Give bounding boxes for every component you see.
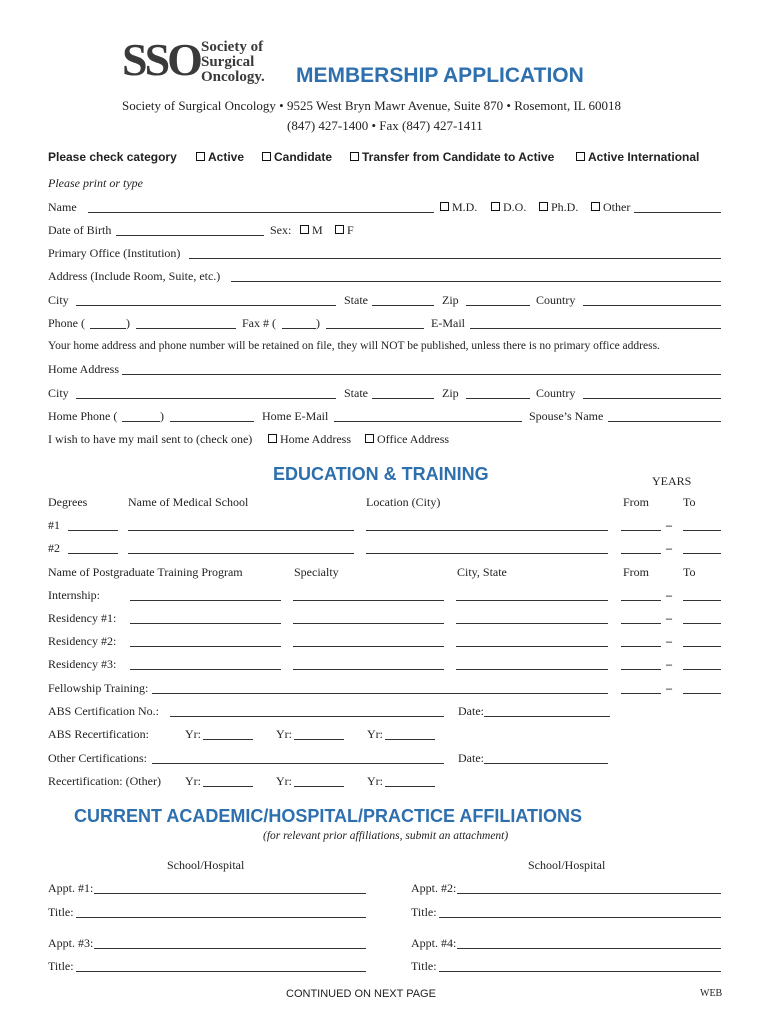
city-label: City bbox=[48, 293, 69, 307]
logo-mark: SSO bbox=[122, 34, 200, 85]
mail-pref-label: I wish to have my mail sent to (check one) bbox=[48, 432, 253, 446]
program-field[interactable] bbox=[130, 646, 281, 647]
logo-line2: Surgical bbox=[201, 54, 255, 70]
home-zip-field[interactable] bbox=[466, 398, 530, 399]
category-candidate[interactable] bbox=[262, 150, 332, 164]
name-label: Name bbox=[48, 200, 77, 214]
email-label: E-Mail bbox=[431, 316, 465, 330]
location-col: Location (City) bbox=[366, 495, 441, 509]
address-field[interactable] bbox=[231, 281, 721, 282]
checkbox-icon[interactable] bbox=[576, 152, 585, 161]
specialty-field[interactable] bbox=[293, 623, 444, 624]
to-field[interactable] bbox=[683, 693, 721, 694]
dash: – bbox=[666, 588, 672, 602]
mail-home[interactable] bbox=[268, 432, 351, 447]
title2-label: Title: bbox=[411, 905, 437, 919]
dash: – bbox=[666, 681, 672, 695]
degree-row-1: #1 bbox=[48, 518, 60, 532]
address-label: Address (Include Room, Suite, etc.) bbox=[48, 269, 221, 283]
org-phone: (847) 427-1400 • Fax (847) 427-1411 bbox=[287, 118, 483, 133]
degree-phd[interactable] bbox=[539, 200, 578, 215]
continued-note: CONTINUED ON NEXT PAGE bbox=[286, 988, 436, 1000]
years-label: YEARS bbox=[652, 474, 692, 488]
fax-close-paren: ) bbox=[316, 316, 320, 330]
degree-label: Other bbox=[603, 200, 631, 214]
education-heading: EDUCATION & TRAINING bbox=[273, 464, 489, 484]
checkbox-icon[interactable] bbox=[350, 152, 359, 161]
degree-md[interactable] bbox=[440, 200, 477, 215]
citystate-col: City, State bbox=[457, 565, 507, 579]
logo-line3: Oncology. bbox=[201, 69, 265, 85]
degree-field[interactable] bbox=[68, 553, 118, 554]
sex-f[interactable] bbox=[335, 223, 354, 238]
fax-label: Fax # ( bbox=[242, 316, 276, 330]
degree-label: D.O. bbox=[503, 200, 527, 214]
title4-label: Title: bbox=[411, 959, 437, 973]
page-title: MEMBERSHIP APPLICATION bbox=[296, 64, 584, 87]
program-field[interactable] bbox=[130, 600, 281, 601]
from-field[interactable] bbox=[621, 693, 661, 694]
org-address: Society of Surgical Oncology • 9525 West Bryn Mawr Avenue, Suite 870 • Rosemont, IL 60018 bbox=[122, 98, 621, 113]
abs-recert-label: ABS Recertification: bbox=[48, 727, 149, 741]
dash: – bbox=[666, 541, 672, 555]
yr-field[interactable] bbox=[203, 786, 253, 787]
yr-field[interactable] bbox=[294, 786, 344, 787]
location-field[interactable] bbox=[366, 530, 608, 531]
school-field[interactable] bbox=[128, 553, 354, 554]
dash: – bbox=[666, 518, 672, 532]
home-country-label: Country bbox=[536, 386, 576, 400]
specialty-field[interactable] bbox=[293, 646, 444, 647]
specialty-field[interactable] bbox=[293, 600, 444, 601]
phone-close-paren: ) bbox=[126, 316, 130, 330]
citystate-field[interactable] bbox=[456, 623, 608, 624]
appt3-field[interactable] bbox=[94, 948, 366, 949]
title1-field[interactable] bbox=[76, 917, 366, 918]
form-code: WEB bbox=[700, 988, 723, 999]
country-label: Country bbox=[536, 293, 576, 307]
appt4-field[interactable] bbox=[457, 948, 721, 949]
home-state-label: State bbox=[344, 386, 368, 400]
country-field[interactable] bbox=[583, 305, 721, 306]
dash: – bbox=[666, 657, 672, 671]
appt1-label: Appt. #1: bbox=[48, 881, 94, 895]
home-address-label: Home Address bbox=[48, 362, 119, 376]
school-field[interactable] bbox=[128, 530, 354, 531]
sex-label-f: F bbox=[347, 223, 354, 237]
checkbox-icon[interactable] bbox=[365, 434, 374, 443]
dash: – bbox=[666, 611, 672, 625]
to-field[interactable] bbox=[683, 553, 721, 554]
degree-row-2: #2 bbox=[48, 541, 60, 555]
yr-field[interactable] bbox=[294, 739, 344, 740]
yr-label: Yr: bbox=[276, 774, 292, 788]
category-prompt: Please check category bbox=[48, 150, 177, 164]
yr-label: Yr: bbox=[367, 727, 383, 741]
email-field[interactable] bbox=[470, 328, 721, 329]
from-field[interactable] bbox=[621, 530, 661, 531]
to-field[interactable] bbox=[683, 669, 721, 670]
home-phone-area-field[interactable] bbox=[122, 421, 160, 422]
fellowship-field[interactable] bbox=[152, 693, 608, 694]
home-state-field[interactable] bbox=[372, 398, 434, 399]
dash: – bbox=[666, 634, 672, 648]
other-degree-field[interactable] bbox=[634, 212, 721, 213]
other-date-label: Date: bbox=[458, 751, 484, 765]
other-certs-label: Other Certifications: bbox=[48, 751, 147, 765]
program-field[interactable] bbox=[130, 669, 281, 670]
logo-line1: Society of bbox=[201, 39, 264, 55]
name-field[interactable] bbox=[88, 212, 434, 213]
to-field[interactable] bbox=[683, 530, 721, 531]
internship-label: Internship: bbox=[48, 588, 100, 602]
yr-field[interactable] bbox=[385, 739, 435, 740]
school-col-right: School/Hospital bbox=[528, 858, 606, 872]
med-school-col: Name of Medical School bbox=[128, 495, 249, 509]
spouse-field[interactable] bbox=[608, 421, 721, 422]
from-field[interactable] bbox=[621, 646, 661, 647]
home-zip-label: Zip bbox=[442, 386, 459, 400]
yr-label: Yr: bbox=[276, 727, 292, 741]
to-col: To bbox=[683, 495, 696, 509]
print-note: Please print or type bbox=[48, 176, 143, 190]
checkbox-icon[interactable] bbox=[591, 202, 600, 211]
abs-cert-label: ABS Certification No.: bbox=[48, 704, 159, 718]
to-field[interactable] bbox=[683, 646, 721, 647]
state-field[interactable] bbox=[372, 305, 434, 306]
from-field[interactable] bbox=[621, 600, 661, 601]
home-email-field[interactable] bbox=[334, 421, 522, 422]
primary-office-field[interactable] bbox=[189, 258, 721, 259]
location-field[interactable] bbox=[366, 553, 608, 554]
category-label: Active bbox=[208, 150, 245, 164]
from-field[interactable] bbox=[621, 669, 661, 670]
checkbox-icon[interactable] bbox=[491, 202, 500, 211]
specialty-field[interactable] bbox=[293, 669, 444, 670]
appt1-field[interactable] bbox=[94, 893, 366, 894]
primary-office-label: Primary Office (Institution) bbox=[48, 246, 181, 260]
residency1-label: Residency #1: bbox=[48, 611, 117, 625]
other-certs-field[interactable] bbox=[152, 763, 444, 764]
home-city-field[interactable] bbox=[76, 398, 336, 399]
checkbox-icon[interactable] bbox=[300, 225, 309, 234]
checkbox-icon[interactable] bbox=[268, 434, 277, 443]
category-active[interactable] bbox=[196, 150, 244, 164]
from-field[interactable] bbox=[621, 553, 661, 554]
privacy-note: Your home address and phone number will be retained on file, they will NOT be published, unless there is no primary office address. bbox=[48, 340, 660, 352]
program-col: Name of Postgraduate Training Program bbox=[48, 565, 243, 579]
checkbox-icon[interactable] bbox=[335, 225, 344, 234]
home-phone-label: Home Phone ( bbox=[48, 409, 118, 423]
city-field[interactable] bbox=[76, 305, 336, 306]
affiliations-note: (for relevant prior affiliations, submit an attachment) bbox=[263, 830, 509, 842]
appt4-label: Appt. #4: bbox=[411, 936, 457, 950]
fellowship-label: Fellowship Training: bbox=[48, 681, 149, 695]
checkbox-icon[interactable] bbox=[196, 152, 205, 161]
zip-field[interactable] bbox=[466, 305, 530, 306]
zip-label: Zip bbox=[442, 293, 459, 307]
degree-do[interactable] bbox=[491, 200, 526, 215]
sex-label-m: M bbox=[312, 223, 323, 237]
from-field[interactable] bbox=[621, 623, 661, 624]
home-phone-field[interactable] bbox=[170, 421, 254, 422]
category-transfer[interactable] bbox=[350, 150, 554, 164]
citystate-field[interactable] bbox=[456, 646, 608, 647]
specialty-col: Specialty bbox=[294, 565, 339, 579]
title3-field[interactable] bbox=[76, 971, 366, 972]
state-label: State bbox=[344, 293, 368, 307]
yr-label: Yr: bbox=[185, 774, 201, 788]
abs-date-field[interactable] bbox=[484, 716, 610, 717]
to-field[interactable] bbox=[683, 623, 721, 624]
title3-label: Title: bbox=[48, 959, 74, 973]
appt2-label: Appt. #2: bbox=[411, 881, 457, 895]
yr-field[interactable] bbox=[385, 786, 435, 787]
title4-field[interactable] bbox=[439, 971, 721, 972]
category-label: Active International bbox=[588, 150, 700, 164]
abs-cert-field[interactable] bbox=[170, 716, 444, 717]
dob-label: Date of Birth bbox=[48, 223, 112, 237]
recert-other-label: Recertification: (Other) bbox=[48, 774, 161, 788]
checkbox-icon[interactable] bbox=[539, 202, 548, 211]
sex-label: Sex: bbox=[270, 223, 292, 237]
appt3-label: Appt. #3: bbox=[48, 936, 94, 950]
fax-field[interactable] bbox=[326, 328, 424, 329]
affiliations-heading: CURRENT ACADEMIC/HOSPITAL/PRACTICE AFFILIATIONS bbox=[74, 806, 582, 826]
from-col-2: From bbox=[623, 565, 650, 579]
from-col: From bbox=[623, 495, 650, 509]
category-international[interactable] bbox=[576, 150, 699, 164]
home-email-label: Home E-Mail bbox=[262, 409, 329, 423]
checkbox-icon[interactable] bbox=[262, 152, 271, 161]
title2-field[interactable] bbox=[439, 917, 721, 918]
other-date-field[interactable] bbox=[484, 763, 608, 764]
mail-label: Home Address bbox=[280, 432, 351, 446]
checkbox-icon[interactable] bbox=[440, 202, 449, 211]
phone-field[interactable] bbox=[136, 328, 236, 329]
degree-label: Ph.D. bbox=[551, 200, 579, 214]
residency3-label: Residency #3: bbox=[48, 657, 117, 671]
home-address-field[interactable] bbox=[122, 374, 721, 375]
abs-date-label: Date: bbox=[458, 704, 484, 718]
phone-area-field[interactable] bbox=[90, 328, 126, 329]
home-country-field[interactable] bbox=[583, 398, 721, 399]
degree-other[interactable] bbox=[591, 200, 630, 215]
phone-label: Phone ( bbox=[48, 316, 85, 330]
category-label: Transfer from Candidate to Active bbox=[362, 150, 555, 164]
dob-field[interactable] bbox=[116, 235, 264, 236]
citystate-field[interactable] bbox=[456, 600, 608, 601]
home-phone-close-paren: ) bbox=[160, 409, 164, 423]
degree-field[interactable] bbox=[68, 530, 118, 531]
title1-label: Title: bbox=[48, 905, 74, 919]
to-field[interactable] bbox=[683, 600, 721, 601]
mail-label: Office Address bbox=[377, 432, 450, 446]
to-col-2: To bbox=[683, 565, 696, 579]
category-label: Candidate bbox=[274, 150, 333, 164]
sex-m[interactable] bbox=[300, 223, 323, 238]
appt2-field[interactable] bbox=[457, 893, 721, 894]
fax-area-field[interactable] bbox=[282, 328, 316, 329]
program-field[interactable] bbox=[130, 623, 281, 624]
mail-office[interactable] bbox=[365, 432, 449, 447]
yr-field[interactable] bbox=[203, 739, 253, 740]
spouse-label: Spouse’s Name bbox=[529, 409, 604, 423]
degree-label: M.D. bbox=[452, 200, 478, 214]
yr-label: Yr: bbox=[185, 727, 201, 741]
home-city-label: City bbox=[48, 386, 69, 400]
residency2-label: Residency #2: bbox=[48, 634, 117, 648]
citystate-field[interactable] bbox=[456, 669, 608, 670]
school-col-left: School/Hospital bbox=[167, 858, 245, 872]
degrees-col: Degrees bbox=[48, 495, 88, 509]
yr-label: Yr: bbox=[367, 774, 383, 788]
